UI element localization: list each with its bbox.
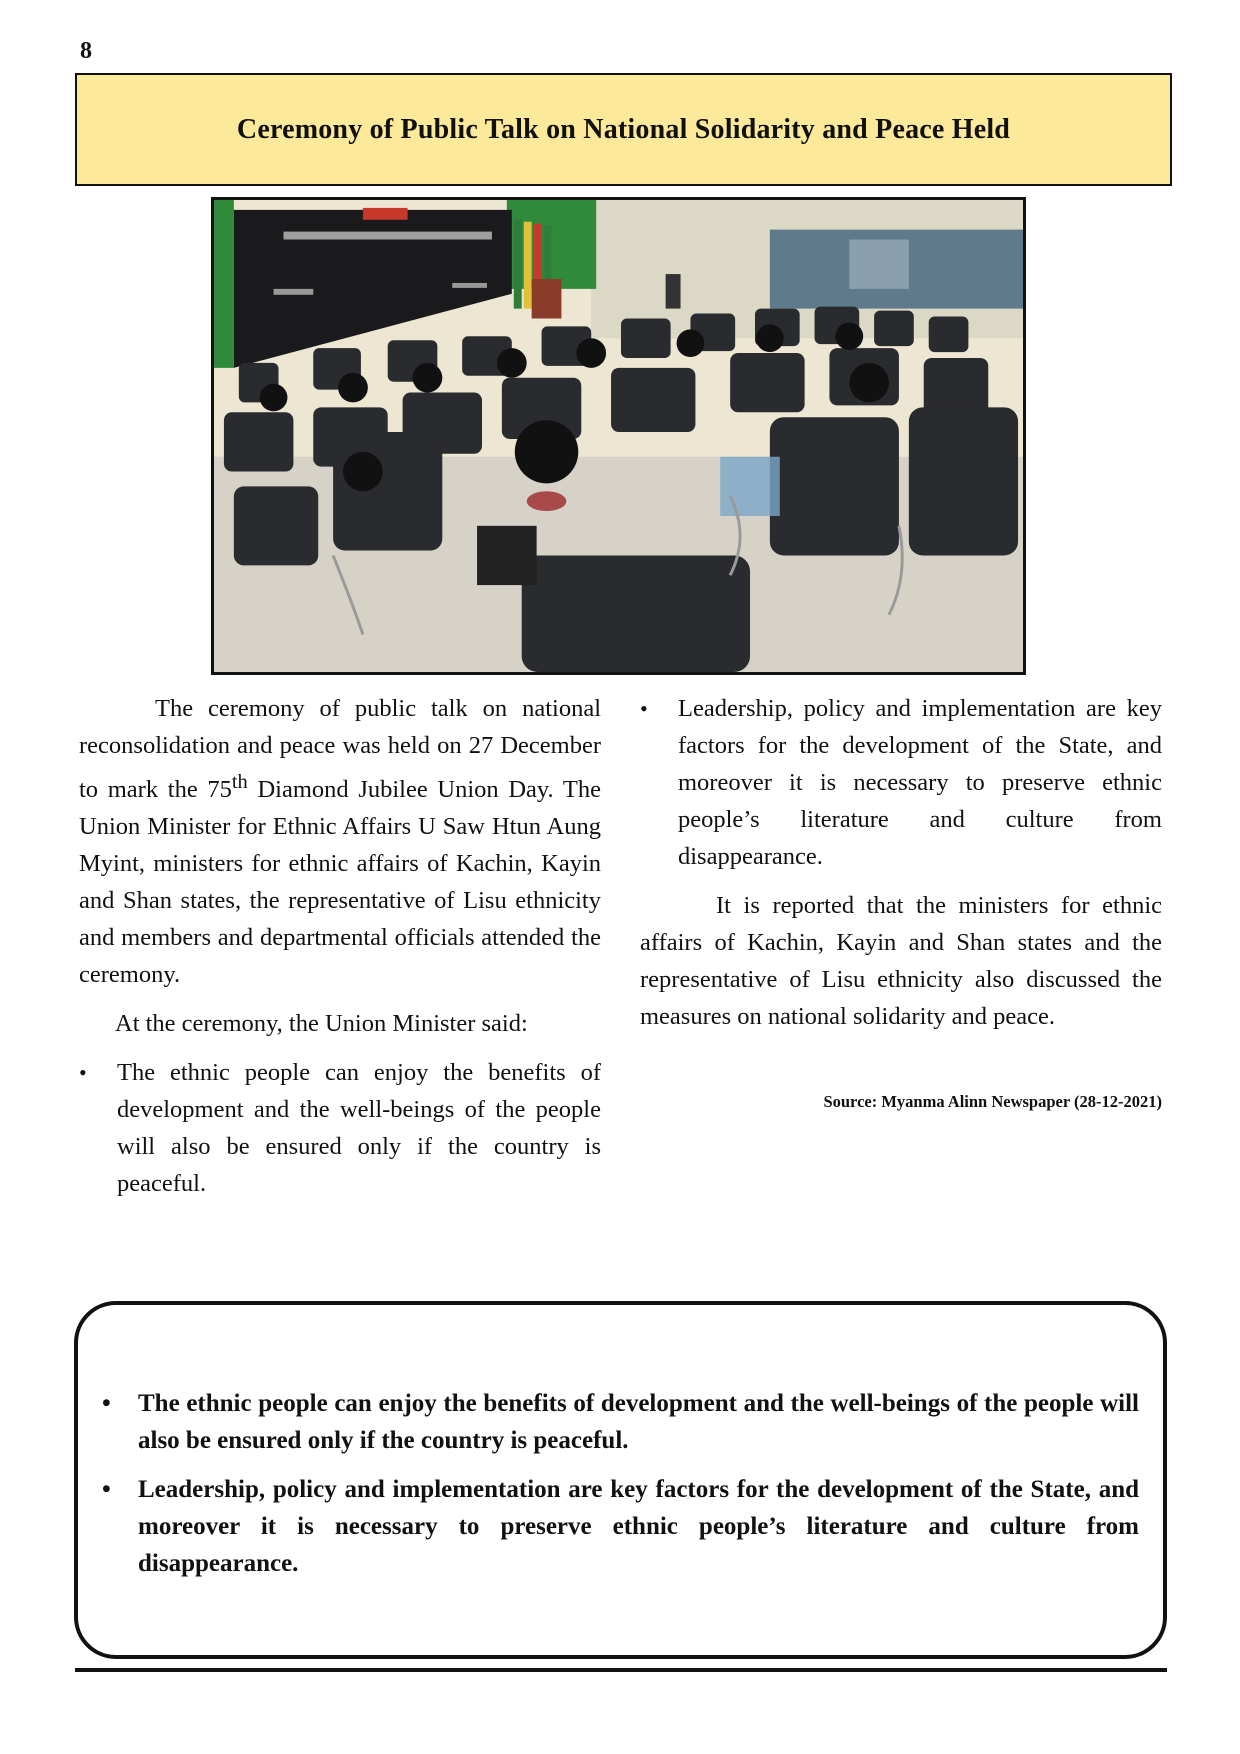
- ordinal-suffix: th: [231, 771, 248, 793]
- summary-item-leadership: • Leadership, policy and implementation are key factors for the development of the State, and moreover it is necessary to preserve ethnic people’s literature and culture from disappearance.: [98, 1471, 1139, 1582]
- bullet-item-peace: • The ethnic people can enjoy the benefits of development and the well-beings of the people will also be ensured only if the country is peaceful.: [79, 1054, 601, 1202]
- intro-paragraph: [79, 690, 601, 993]
- ceremony-photo: [211, 197, 1026, 675]
- intro-text-1: The ceremony of public talk on national reconsolidation and peace was held on 27 December to mark the 75: [79, 695, 601, 804]
- summary-list: [98, 1385, 1139, 1594]
- minister-said-paragraph: At the ceremony, the Union Minister said:: [115, 1010, 528, 1038]
- title-box: [75, 73, 1172, 186]
- right-bullet-list: [640, 690, 1162, 875]
- report-paragraph: It is reported that the ministers for ethnic affairs of Kachin, Kayin and Shan states and the representative of Lisu ethnicity also discussed the measures on national solidarity and peace.: [640, 892, 1162, 1030]
- summary-item-peace: • The ethnic people can enjoy the benefits of development and the well-beings of the people will also be ensured only if the country is peaceful.: [98, 1385, 1139, 1459]
- source-citation: Source: Myanma Alinn Newspaper (28-12-2021): [823, 1092, 1162, 1111]
- article-title: Ceremony of Public Talk on National Solidarity and Peace Held: [236, 113, 1011, 145]
- bullet-item-leadership: • Leadership, policy and implementation are key factors for the development of the State, and moreover it is necessary to preserve ethnic people’s literature and culture from disappearance.: [640, 690, 1162, 875]
- page-number: 8: [80, 38, 92, 64]
- ceremony-audience-image: [214, 200, 1023, 672]
- intro-text-2: Diamond Jubilee Union Day. The Union Minister for Ethnic Affairs U Saw Htun Aung Myint, ministers for ethnic affairs of Kachin, Kayin and Shan states, the representative of Lisu ethnicity and members and departmental officials attended the ceremony.: [79, 776, 602, 989]
- summary-box: [74, 1301, 1167, 1659]
- bottom-divider: [75, 1668, 1167, 1672]
- left-bullet-list: [79, 1054, 601, 1202]
- left-column: [79, 690, 601, 1214]
- right-column: [640, 690, 1162, 1120]
